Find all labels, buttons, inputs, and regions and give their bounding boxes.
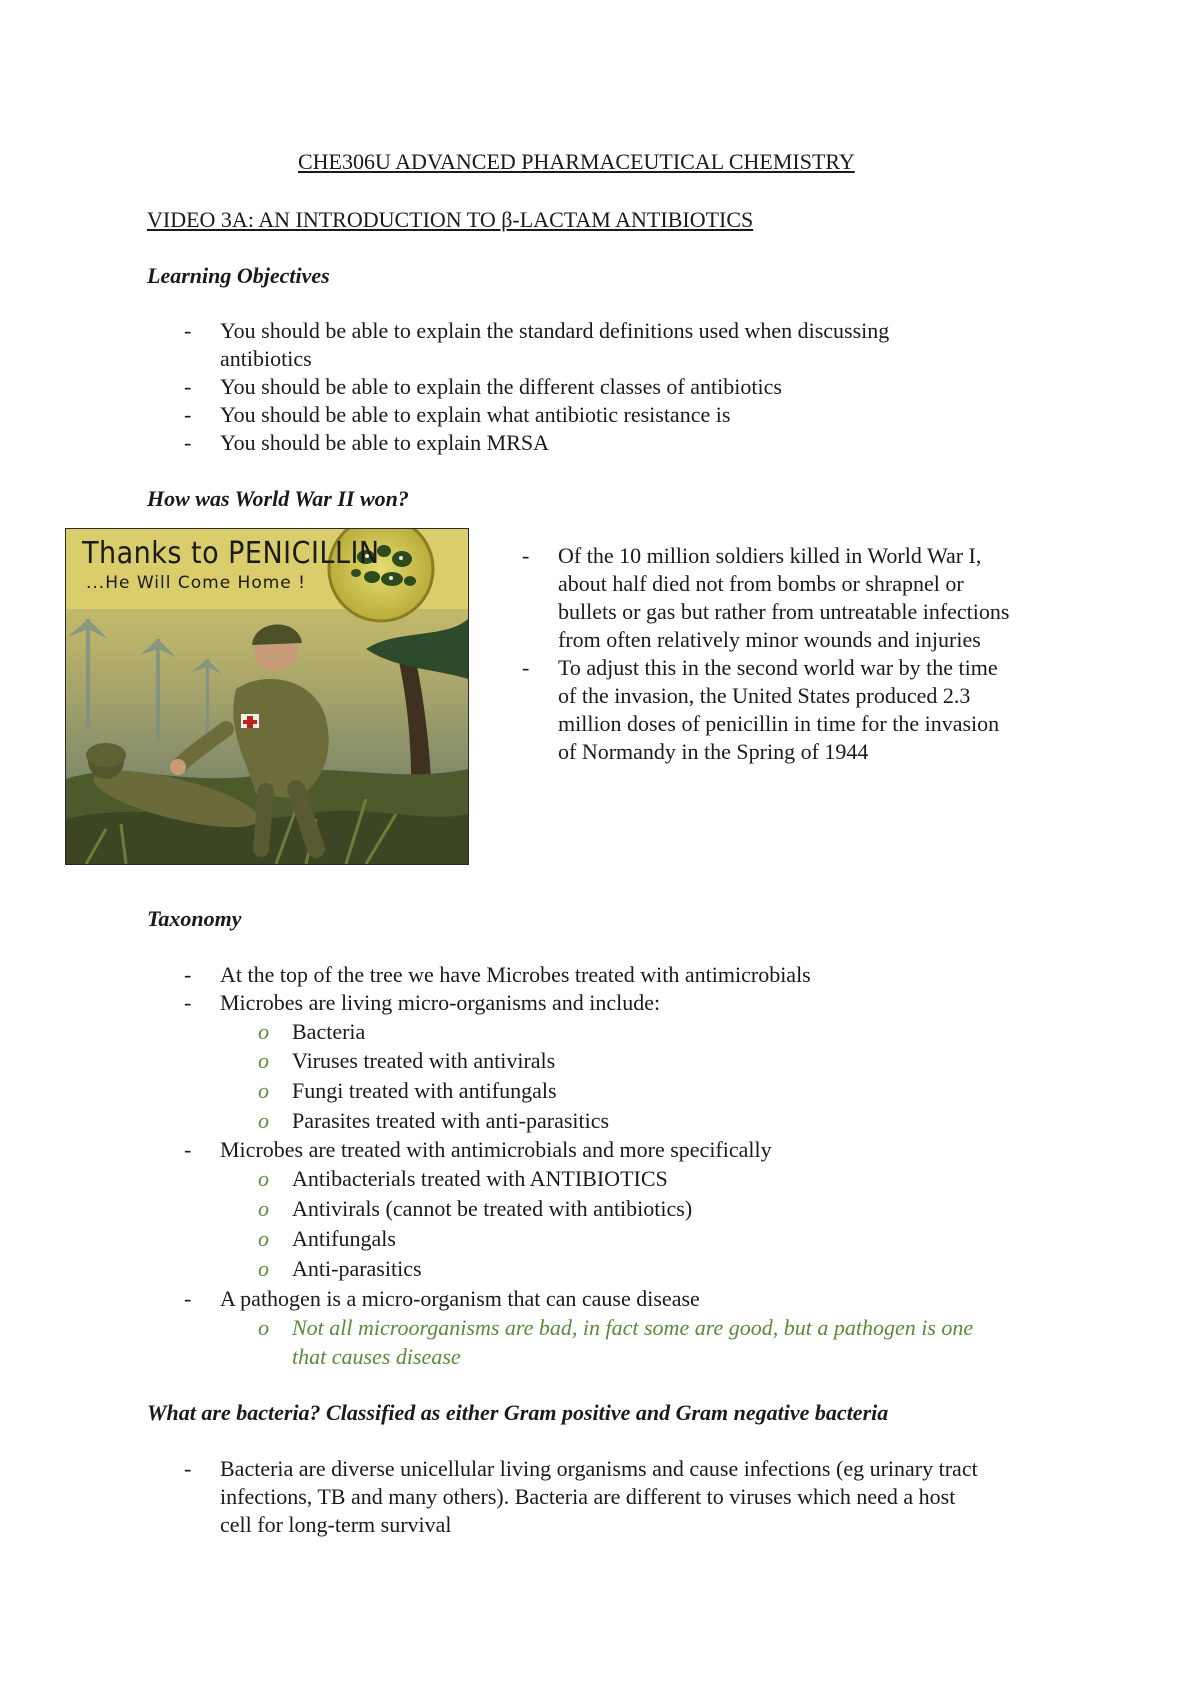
ww2-point-line: of the invasion, the United States produced 2.3: [558, 683, 971, 708]
objective-item: You should be able to explain what antibiotic resistance is: [220, 402, 731, 427]
sub-bullet-o: o: [258, 1196, 269, 1221]
bullet-dash: -: [522, 655, 530, 680]
taxonomy-subitem: Bacteria: [292, 1019, 366, 1044]
bullet-dash: -: [522, 543, 530, 568]
taxonomy-item: Microbes are treated with antimicrobials and more specifically: [220, 1137, 772, 1162]
sub-bullet-o: o: [258, 1078, 269, 1103]
bullet-dash: -: [184, 402, 192, 427]
bacteria-line: Bacteria are diverse unicellular living organisms and cause infections (eg urinary tract: [220, 1456, 978, 1481]
bullet-dash: -: [184, 374, 192, 399]
sub-bullet-o: o: [258, 1166, 269, 1191]
poster-title: Thanks to PENICILLIN: [82, 536, 380, 571]
ww2-point-line: million doses of penicillin in time for the invasion: [558, 711, 1000, 736]
ww2-point-line: To adjust this in the second world war by the time: [558, 655, 998, 680]
ww2-heading: How was World War II won?: [147, 486, 409, 511]
sub-bullet-o: o: [258, 1226, 269, 1251]
sub-bullet-o: o: [258, 1256, 269, 1281]
taxonomy-item: At the top of the tree we have Microbes treated with antimicrobials: [220, 962, 811, 987]
taxonomy-item: A pathogen is a micro-organism that can cause disease: [220, 1286, 700, 1311]
sub-bullet-o: o: [258, 1048, 269, 1073]
ww2-point-line: bullets or gas but rather from untreatable infections: [558, 599, 1010, 624]
bullet-dash: -: [184, 1456, 192, 1481]
taxonomy-subitem: Anti-parasitics: [292, 1256, 422, 1281]
bullet-dash: -: [184, 1286, 192, 1311]
taxonomy-subitem: Antifungals: [292, 1226, 396, 1251]
bullet-dash: -: [184, 962, 192, 987]
video-title: VIDEO 3A: AN INTRODUCTION TO β-LACTAM ANTIBIOTICS: [147, 207, 754, 232]
taxonomy-item: Microbes are living micro-organisms and include:: [220, 990, 661, 1015]
taxonomy-subitem: Antibacterials treated with ANTIBIOTICS: [292, 1166, 668, 1191]
poster-subtitle: ...He Will Come Home !: [86, 573, 306, 593]
bacteria-heading: What are bacteria? Classified as either Gram positive and Gram negative bacteria: [147, 1400, 889, 1425]
ww2-point-line: of Normandy in the Spring of 1944: [558, 739, 869, 764]
sub-bullet-o: o: [258, 1315, 269, 1340]
taxonomy-subitem: Viruses treated with antivirals: [292, 1048, 556, 1073]
taxonomy-heading: Taxonomy: [147, 906, 242, 931]
penicillin-poster-image: [65, 528, 469, 865]
objective-item: You should be able to explain MRSA: [220, 430, 549, 455]
bacteria-line: infections, TB and many others). Bacteria are different to viruses which need a host: [220, 1484, 956, 1509]
bullet-dash: -: [184, 430, 192, 455]
sub-bullet-o: o: [258, 1019, 269, 1044]
sub-bullet-o: o: [258, 1108, 269, 1133]
objective-item-continued: antibiotics: [220, 346, 312, 371]
ww2-point-line: from often relatively minor wounds and injuries: [558, 627, 981, 652]
pathogen-note: Not all microorganisms are bad, in fact some are good, but a pathogen is one: [292, 1315, 974, 1340]
bullet-dash: -: [184, 1137, 192, 1162]
ww2-point-line: Of the 10 million soldiers killed in World War I,: [558, 543, 982, 568]
objective-item: You should be able to explain the different classes of antibiotics: [220, 374, 782, 399]
taxonomy-subitem: Parasites treated with anti-parasitics: [292, 1108, 610, 1133]
bullet-dash: -: [184, 318, 192, 343]
learning-objectives-heading: Learning Objectives: [147, 263, 330, 288]
pathogen-note-continued: that causes disease: [292, 1344, 461, 1369]
taxonomy-subitem: Antivirals (cannot be treated with antibiotics): [292, 1196, 693, 1221]
bullet-dash: -: [184, 990, 192, 1015]
course-title: CHE306U ADVANCED PHARMACEUTICAL CHEMISTRY: [298, 149, 855, 174]
bacteria-line: cell for long-term survival: [220, 1512, 452, 1537]
ww2-point-line: about half died not from bombs or shrapnel or: [558, 571, 964, 596]
taxonomy-subitem: Fungi treated with antifungals: [292, 1078, 557, 1103]
objective-item: You should be able to explain the standard definitions used when discussing: [220, 318, 890, 343]
